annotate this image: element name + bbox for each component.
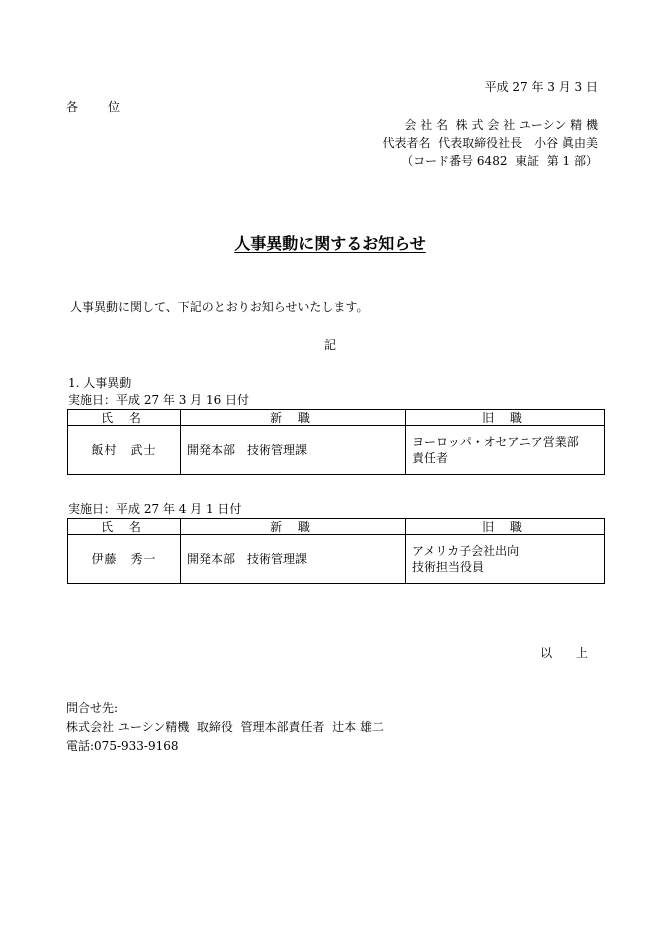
old-post — [406, 426, 605, 475]
old-post-line: 技術担当役員 — [412, 560, 485, 574]
contact-phone: 電話:075-933-9168 — [66, 739, 179, 753]
stock-code-line: （コード番号 6482 東証 第 1 部） — [401, 154, 598, 168]
recipients: 各 位 — [66, 100, 123, 114]
document-title — [0, 234, 660, 254]
personnel-table-1 — [67, 409, 605, 475]
contact-label: 問合せ先: — [66, 701, 119, 715]
header-old-post: 旧 職 — [406, 519, 605, 535]
old-post-line: ヨーロッパ・オセアニア営業部 — [412, 435, 579, 449]
old-post — [406, 535, 605, 584]
header-name: 氏 名 — [68, 410, 181, 426]
table-row — [68, 426, 605, 475]
table-header-row — [68, 410, 605, 426]
person-name: 飯村 武士 — [68, 426, 181, 475]
new-post: 開発本部 技術管理課 — [181, 535, 406, 584]
effective-date-2: 実施日：平成 27 年 4 月 1 日付 — [68, 502, 242, 516]
table-header-row — [68, 519, 605, 535]
header-new-post: 新 職 — [181, 519, 406, 535]
table-row — [68, 535, 605, 584]
header-name: 氏 名 — [68, 519, 181, 535]
intro-text: 人事異動に関して、下記のとおりお知らせいたします。 — [70, 300, 369, 314]
document-title-text: 人事異動に関するお知らせ — [234, 234, 426, 253]
contact-person: 株式会社 ユーシン精機 取締役 管理本部責任者 辻本 雄二 — [66, 720, 384, 734]
representative-line: 代表者名 代表取締役社長 小谷 眞由美 — [382, 136, 598, 150]
company-name-line: 会 社 名 株 式 会 社 ユーシン 精 機 — [404, 118, 598, 132]
header-new-post: 新 職 — [181, 410, 406, 426]
effective-date-1: 実施日：平成 27 年 3 月 16 日付 — [68, 393, 250, 407]
person-name: 伊藤 秀一 — [68, 535, 181, 584]
header-old-post: 旧 職 — [406, 410, 605, 426]
old-post-line: 責任者 — [412, 451, 449, 465]
personnel-table-2 — [67, 518, 605, 584]
document-date: 平成 27 年 3 月 3 日 — [484, 80, 598, 94]
closing-mark: 以 上 — [540, 646, 598, 660]
old-post-line: アメリカ子会社出向 — [412, 544, 520, 558]
new-post: 開発本部 技術管理課 — [181, 426, 406, 475]
section-title: 1. 人事異動 — [68, 376, 132, 390]
ki-marker: 記 — [323, 338, 336, 352]
